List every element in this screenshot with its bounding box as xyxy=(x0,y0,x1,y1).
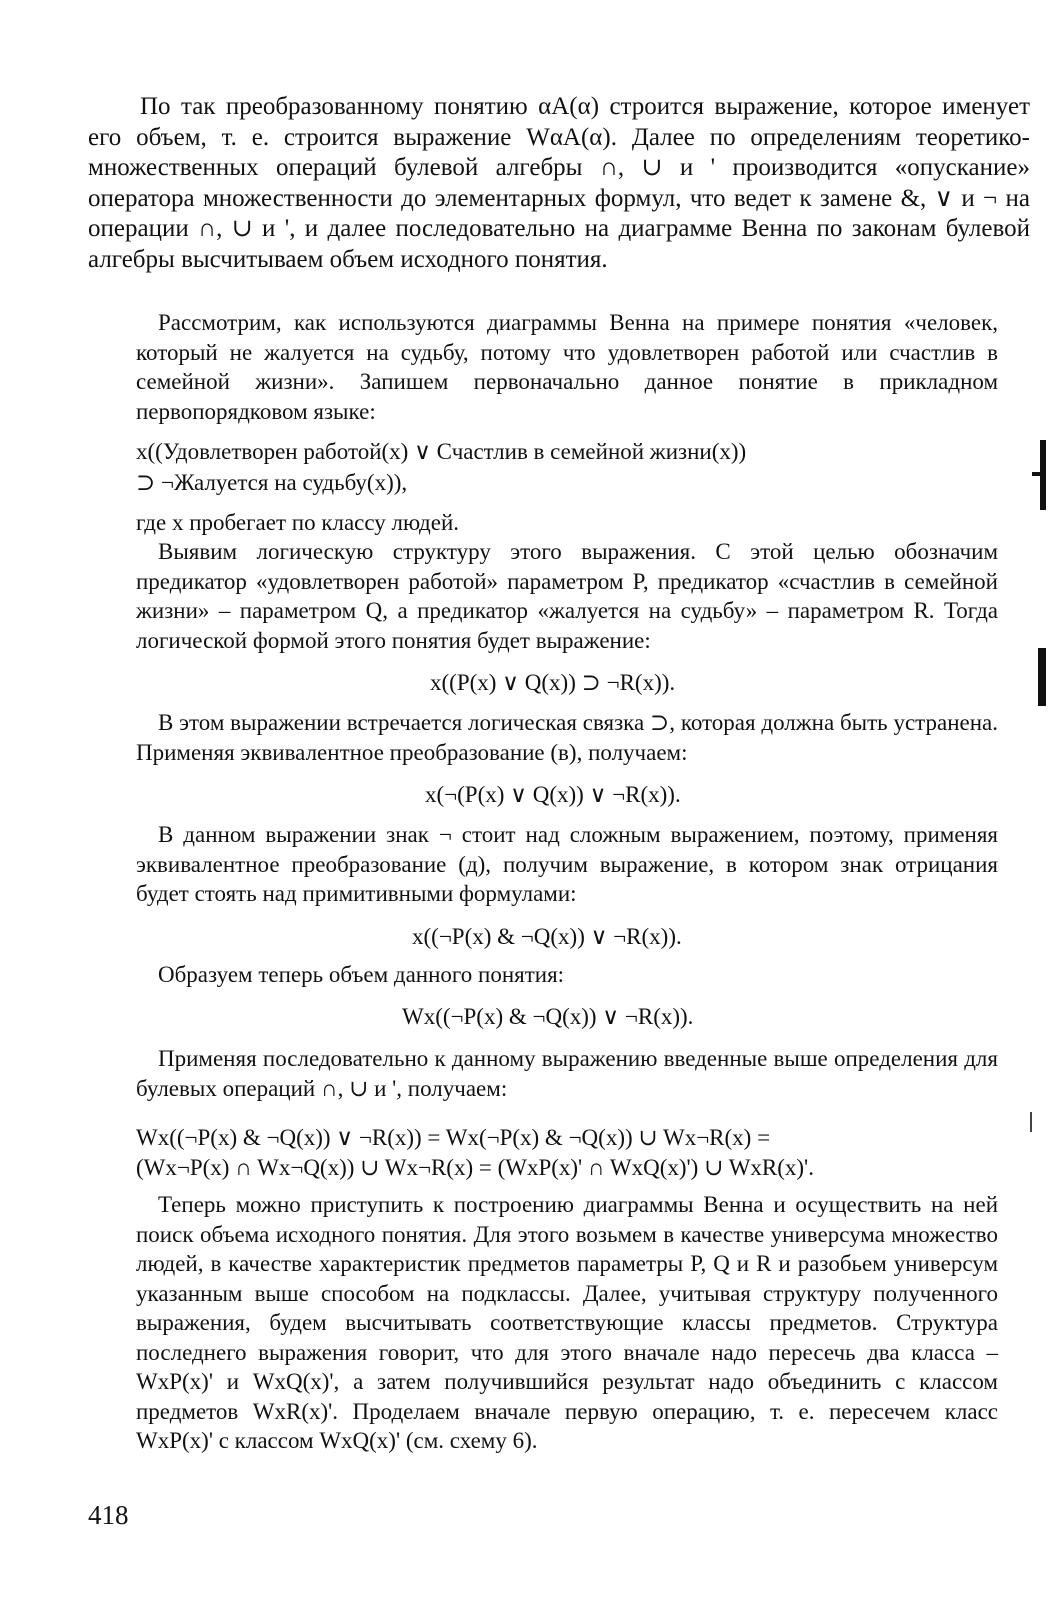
formula-3: x(¬(P(x) ∨ Q(x)) ∨ ¬R(x)). xyxy=(425,782,681,807)
formula-1-line-2: ⊃ ¬Жалуется на судьбу(x)), xyxy=(136,470,408,495)
paragraph-3: где x пробегает по классу людей. xyxy=(136,510,460,535)
formula-6-line-1: Wx((¬P(x) & ¬Q(x)) ∨ ¬R(x)) = Wx(¬P(x) & ¬Q(x)) ∪ Wx¬R(x) = xyxy=(136,1125,771,1150)
paragraph-5: В этом выражении встречается логическая связка ⊃, которая должна быть устранена. Применяя эквивалентное преобразование (в), получаем: xyxy=(136,710,998,765)
paragraph-8: Применяя последовательно к данному выражению введенные выше определения для булевых операций ∩, ∪ и ', получаем: xyxy=(136,1046,998,1101)
scan-edge-mark xyxy=(1032,472,1040,476)
scan-edge-mark xyxy=(1038,648,1046,706)
paragraph-6: В данном выражении знак ¬ стоит над сложным выражением, поэтому, применяя эквивалентное преобразование (д), получим выражение, в котором знак отрицания будет стоять над примитивными формулами: xyxy=(136,822,998,906)
scan-edge-mark xyxy=(1040,440,1046,510)
formula-2: x((P(x) ∨ Q(x)) ⊃ ¬R(x)). xyxy=(430,670,676,695)
paragraph-1: По так преобразованному понятию αA(α) строится выражение, которое именует его объем, т. е. строится выражение WαA(α). Далее по определениям теоретико-множественных операций булевой алгебры ∩, ∪ и ' производится «опускание» оператора множественности до элементарных формул, что ведет к замене &, ∨ и ¬ на операции ∩, ∪ и ', и далее последовательно на диаграмме Венна по законам булевой алгебры высчитываем объем исходного понятия. xyxy=(88,93,1030,273)
page-number: 418 xyxy=(88,1500,129,1530)
paragraph-7: Образуем теперь объем данного понятия: xyxy=(158,962,565,987)
formula-5: Wx((¬P(x) & ¬Q(x)) ∨ ¬R(x)). xyxy=(402,1004,694,1029)
formula-1-line-1: x((Удовлетворен работой(x) ∨ Счастлив в семейной жизни(x)) xyxy=(136,439,747,464)
formula-6-line-2: (Wx¬P(x) ∩ Wx¬Q(x)) ∪ Wx¬R(x) = (WxP(x)' ∩ WxQ(x)') ∪ WxR(x)'. xyxy=(136,1155,814,1180)
scan-edge-mark xyxy=(1030,1112,1032,1132)
paragraph-4: Выявим логическую структуру этого выражения. С этой целью обозначим предикатор «удовлетворен работой» параметром P, предикатор «счастлив в семейной жизни» – параметром Q, а предикатор «жалуется на судьбу» – параметром R. Тогда логической формой этого понятия будет выражение: xyxy=(136,539,998,653)
paragraph-9: Теперь можно приступить к построению диаграммы Венна и осуществить на ней поиск объема исходного понятия. Для этого возьмем в качестве универсума множество людей, в качестве характеристик предметов параметры P, Q и R и разобьем универсум указанным выше способом на подклассы. Далее, учитывая структуру полученного выражения, будем высчитывать соответствующие классы предметов. Структура последнего выражения говорит, что для этого вначале надо пересечь два класса – WxP(x)' и WxQ(x)', а затем получившийся результат надо объединить с классом предметов WxR(x)'. Проделаем вначале первую операцию, т. е. пересечем класс WxP(x)' с классом WxQ(x)' (см. схему 6). xyxy=(136,1192,998,1453)
paragraph-2: Рассмотрим, как используются диаграммы Венна на примере понятия «человек, который не жалуется на судьбу, потому что удовлетворен работой или счастлив в семейной жизни». Запишем первоначально данное понятие в прикладном первопорядковом языке: xyxy=(136,310,998,424)
formula-4: x((¬P(x) & ¬Q(x)) ∨ ¬R(x)). xyxy=(412,924,682,949)
